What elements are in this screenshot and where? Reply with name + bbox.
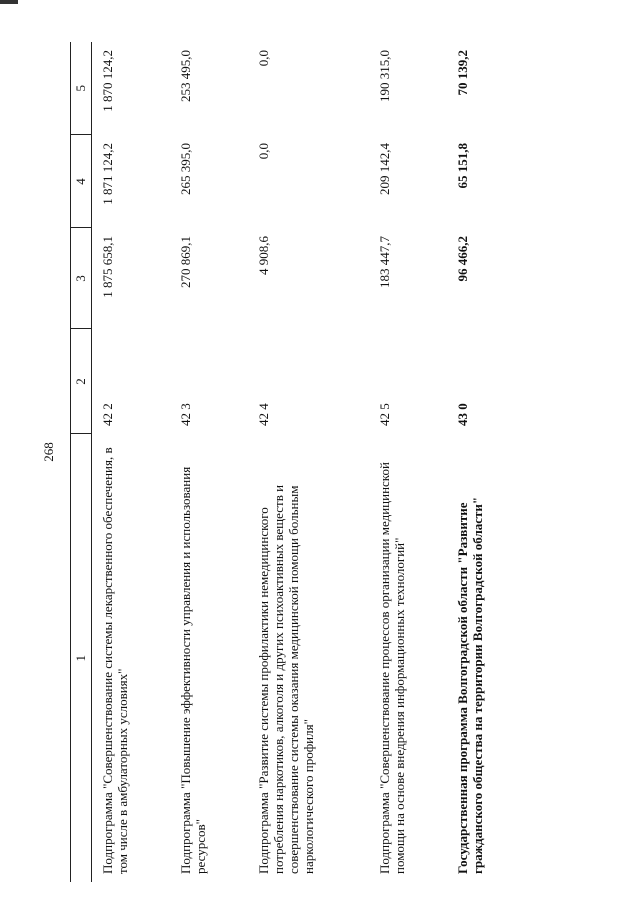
scan-mark	[0, 0, 18, 4]
table-row	[92, 42, 171, 882]
value-col-3: 183 447,7	[377, 236, 392, 288]
program-code: 43 0	[455, 403, 470, 426]
table-row	[369, 42, 447, 882]
table-row-total	[447, 42, 525, 882]
header-col-2: 2	[71, 329, 92, 434]
header-col-5: 5	[71, 42, 92, 135]
header-col-4: 4	[71, 135, 92, 228]
program-name: Подпрограмма "Повышение эффективности управления и использования ресурсов"	[178, 466, 208, 874]
program-name: Государственная программа Волгоградской области "Развитие гражданского общества на территории Волгоградской области"	[455, 496, 485, 874]
program-name: Подпрограмма "Совершенствование системы лекарственного обеспечения, в том числе в амбулаторных условиях"	[100, 447, 130, 874]
value-col-4: 265 395,0	[178, 143, 193, 195]
value-col-4: 209 142,4	[377, 143, 392, 195]
value-col-5: 1 870 124,2	[100, 50, 115, 112]
header-col-3: 3	[71, 228, 92, 329]
value-col-3: 4 908,6	[256, 236, 271, 275]
program-code: 42 4	[256, 403, 271, 426]
program-code: 42 2	[100, 403, 115, 426]
value-col-4: 65 151,8	[455, 143, 470, 189]
value-col-5: 253 495,0	[178, 50, 193, 102]
value-col-3: 1 875 658,1	[100, 236, 115, 298]
program-name: Подпрограмма "Развитие системы профилактики немедицинского потребления наркотиков, алкоголя и других психоактивных веществ и совершенствование системы оказания медицинской помощи больным наркологического профиля"	[256, 484, 316, 874]
value-col-4: 0,0	[256, 143, 271, 160]
page-number: 268	[41, 442, 56, 462]
value-col-4: 1 871 124,2	[100, 143, 115, 205]
value-col-5: 190 315,0	[377, 50, 392, 102]
program-code: 42 3	[178, 403, 193, 426]
value-col-3: 270 869,1	[178, 236, 193, 288]
table-row	[170, 42, 248, 882]
table-row	[248, 42, 369, 882]
program-name: Подпрограмма "Совершенствование процессов организации медицинской помощи на основе внедрения информационных технологий"	[377, 462, 407, 874]
header-row	[71, 42, 92, 882]
header-col-1: 1	[71, 434, 92, 882]
value-col-5: 0,0	[256, 50, 271, 67]
value-col-3: 96 466,2	[455, 236, 470, 282]
value-col-5: 70 139,2	[455, 50, 470, 96]
rotated-table-page	[70, 42, 540, 882]
budget-table	[70, 42, 525, 882]
program-code: 42 5	[377, 403, 392, 426]
